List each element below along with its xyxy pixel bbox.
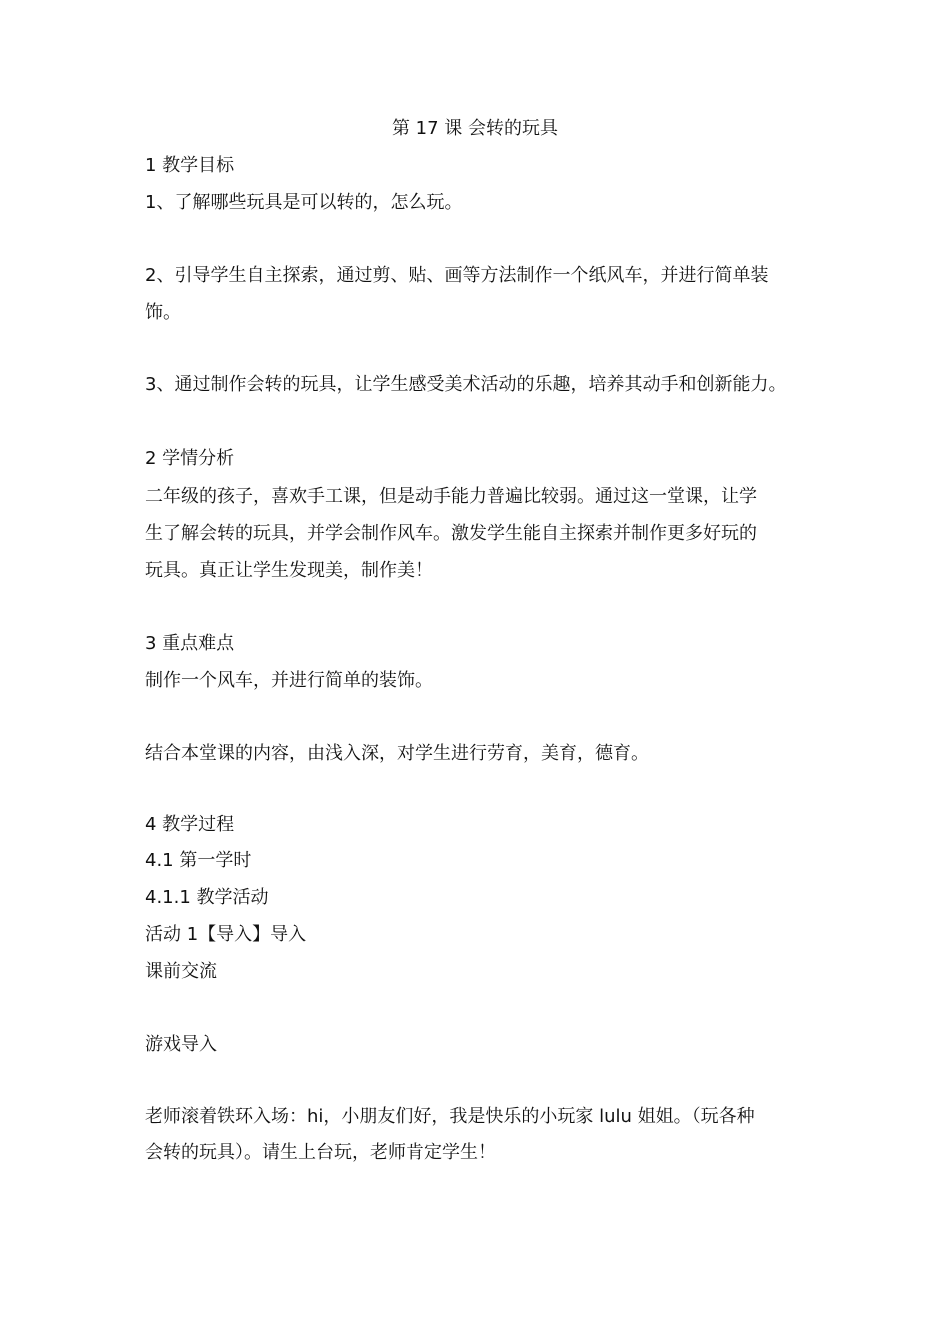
section-heading-key-points: 3 重点难点: [145, 633, 235, 654]
activity-step-teacher-line-1: 老师滚着铁环入场：hi，小朋友们好，我是快乐的小玩家 lulu 姐姐。（玩各种: [145, 1106, 755, 1127]
activity-step-game: 游戏导入: [145, 1034, 217, 1055]
objective-item-3: 3、通过制作会转的玩具，让学生感受美术活动的乐趣，培养其动手和创新能力。: [145, 374, 787, 395]
process-subheading-activities: 4.1.1 教学活动: [145, 887, 269, 908]
objective-item-2-line-1: 2、引导学生自主探索，通过剪、贴、画等方法制作一个纸风车，并进行简单装: [145, 265, 769, 286]
process-subheading-first-period: 4.1 第一学时: [145, 850, 252, 871]
activity-step-teacher-line-2: 会转的玩具）。请生上台玩，老师肯定学生！: [145, 1142, 496, 1163]
activity-step-pre-class: 课前交流: [145, 961, 217, 982]
objective-item-2-line-2: 饰。: [145, 302, 181, 323]
section-heading-process: 4 教学过程: [145, 814, 235, 835]
key-points-line-2: 结合本堂课的内容，由浅入深，对学生进行劳育，美育，德育。: [145, 743, 649, 764]
objective-item-1: 1、了解哪些玩具是可以转的，怎么玩。: [145, 192, 463, 213]
key-points-line-1: 制作一个风车，并进行简单的装饰。: [145, 670, 433, 691]
analysis-line-3: 玩具。真正让学生发现美，制作美！: [145, 560, 433, 581]
page-title: 第 17 课 会转的玩具: [391, 118, 559, 139]
analysis-line-2: 生了解会转的玩具，并学会制作风车。激发学生能自主探索并制作更多好玩的: [145, 523, 757, 544]
section-heading-objectives: 1 教学目标: [145, 155, 235, 176]
activity-title: 活动 1【导入】导入: [145, 924, 307, 945]
analysis-line-1: 二年级的孩子，喜欢手工课，但是动手能力普遍比较弱。通过这一堂课，让学: [145, 486, 757, 507]
section-heading-analysis: 2 学情分析: [145, 448, 235, 469]
